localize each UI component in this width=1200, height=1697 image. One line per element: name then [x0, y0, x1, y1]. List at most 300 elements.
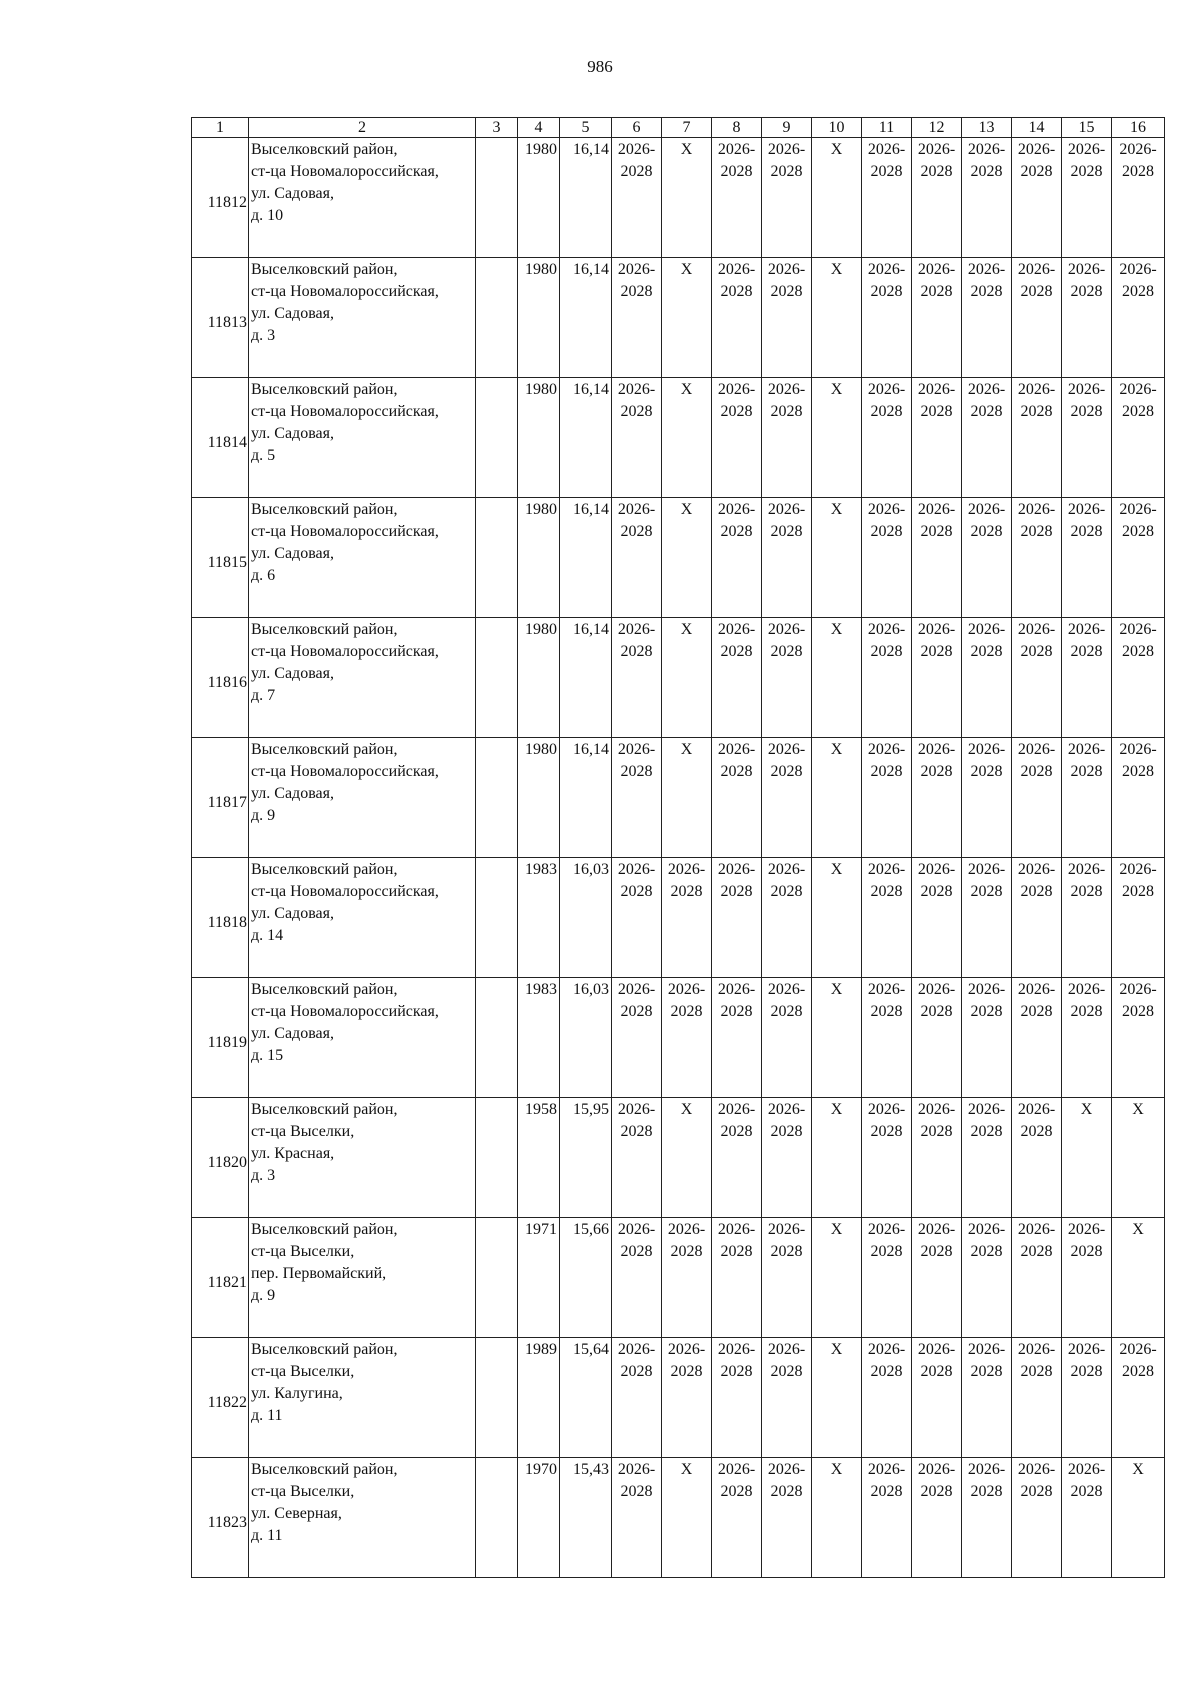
period-start: 2026- [1119, 261, 1157, 278]
record-number: 11821 [192, 1218, 249, 1338]
page-number: 986 [587, 57, 613, 76]
period-end: 2028 [870, 1483, 903, 1500]
period-start: 2026- [867, 141, 906, 158]
period-end: 2028 [870, 283, 903, 300]
period-end: 2028 [1020, 163, 1053, 180]
period-end: 2028 [720, 1003, 753, 1020]
period-cell [1012, 978, 1062, 1098]
period-start: 2026- [1067, 741, 1106, 758]
address-line: д. 7 [251, 687, 276, 704]
period-value: X [1132, 1221, 1144, 1238]
period-value: X [1080, 1101, 1093, 1118]
period-start: 2026- [867, 381, 906, 398]
period-cell [862, 498, 912, 618]
period-end: 2028 [1020, 1483, 1053, 1500]
period-start: 2026- [917, 621, 956, 638]
period-cell [662, 618, 712, 738]
period-cell [1112, 258, 1165, 378]
address-line: д. 11 [251, 1527, 283, 1544]
period-end: 2028 [1020, 763, 1053, 780]
period-start: 2026- [617, 381, 656, 398]
address-line: ул. Калугина, [251, 1385, 343, 1402]
period-cell [662, 1458, 712, 1578]
period-cell [812, 1338, 862, 1458]
address-line: Выселковский район, [251, 1221, 398, 1238]
period-cell [1062, 258, 1112, 378]
period-cell [662, 1338, 712, 1458]
column-header: 5 [560, 118, 612, 138]
period-end: 2028 [870, 523, 903, 540]
period-start: 2026- [667, 1221, 706, 1238]
period-start: 2026- [1017, 1101, 1056, 1118]
address-line: ст-ца Новомалороссийская, [251, 643, 439, 660]
period-start: 2026- [1067, 981, 1106, 998]
year-cell: 1983 [518, 858, 560, 978]
period-cell [762, 258, 812, 378]
period-end: 2028 [920, 1363, 953, 1380]
record-number: 11812 [192, 138, 249, 258]
value-cell: 15,43 [560, 1458, 612, 1578]
address-line: ул. Садовая, [251, 425, 334, 442]
period-start: 2026- [1017, 1221, 1056, 1238]
period-start: 2026- [767, 741, 806, 758]
address-line: д. 6 [251, 567, 276, 584]
period-end: 2028 [670, 1243, 703, 1260]
address-line: Выселковский район, [251, 1101, 398, 1118]
value-cell: 16,14 [560, 378, 612, 498]
period-cell [862, 978, 912, 1098]
period-end: 2028 [1122, 1363, 1154, 1380]
period-cell [662, 738, 712, 858]
period-cell [1012, 1338, 1062, 1458]
period-cell [712, 978, 762, 1098]
table-row [192, 498, 1165, 618]
period-start: 2026- [1119, 1341, 1157, 1358]
address-line: ул. Северная, [251, 1505, 342, 1522]
period-end: 2028 [770, 523, 803, 540]
column-3-cell [476, 1338, 518, 1458]
period-start: 2026- [1067, 261, 1106, 278]
period-end: 2028 [770, 643, 803, 660]
period-end: 2028 [1020, 1363, 1053, 1380]
address-line: д. 14 [251, 927, 284, 944]
address-line: ул. Садовая, [251, 785, 334, 802]
period-start: 2026- [917, 141, 956, 158]
record-number: 11818 [192, 858, 249, 978]
period-cell [862, 858, 912, 978]
period-cell [962, 138, 1012, 258]
period-start: 2026- [767, 501, 806, 518]
period-start: 2026- [767, 1101, 806, 1118]
period-cell [962, 618, 1012, 738]
period-end: 2028 [770, 883, 803, 900]
period-value: X [830, 981, 843, 998]
period-cell [1062, 978, 1112, 1098]
period-start: 2026- [917, 261, 956, 278]
period-end: 2028 [1020, 1243, 1053, 1260]
column-header: 2 [249, 118, 476, 138]
period-start: 2026- [1119, 981, 1157, 998]
period-cell [762, 378, 812, 498]
period-cell [662, 378, 712, 498]
period-end: 2028 [970, 403, 1003, 420]
period-start: 2026- [617, 1341, 656, 1358]
period-end: 2028 [970, 1363, 1003, 1380]
address-line: Выселковский район, [251, 981, 398, 998]
period-cell [612, 858, 662, 978]
period-start: 2026- [767, 261, 806, 278]
value-cell: 16,14 [560, 498, 612, 618]
period-end: 2028 [870, 883, 903, 900]
period-start: 2026- [967, 1341, 1006, 1358]
address-cell [249, 1338, 476, 1458]
period-cell [712, 1098, 762, 1218]
period-end: 2028 [970, 163, 1003, 180]
period-cell [812, 498, 862, 618]
period-start: 2026- [867, 1221, 906, 1238]
period-start: 2026- [967, 1221, 1006, 1238]
period-cell [962, 498, 1012, 618]
address-line: Выселковский район, [251, 861, 398, 878]
period-end: 2028 [720, 163, 753, 180]
period-value: X [830, 861, 843, 878]
period-cell [762, 1098, 812, 1218]
period-end: 2028 [620, 1363, 653, 1380]
period-cell [962, 1218, 1012, 1338]
address-cell [249, 978, 476, 1098]
year-cell: 1980 [518, 138, 560, 258]
year-cell: 1980 [518, 498, 560, 618]
period-value: X [830, 261, 843, 278]
address-line: ст-ца Новомалороссийская, [251, 523, 439, 540]
period-end: 2028 [1070, 523, 1103, 540]
period-cell [1112, 1338, 1165, 1458]
column-header: 15 [1062, 118, 1112, 138]
period-value: X [680, 141, 693, 158]
period-value: X [830, 1461, 843, 1478]
period-end: 2028 [870, 1243, 903, 1260]
period-cell [812, 1458, 862, 1578]
period-end: 2028 [920, 763, 953, 780]
period-cell [1012, 738, 1062, 858]
period-start: 2026- [967, 501, 1006, 518]
period-start: 2026- [1017, 981, 1056, 998]
period-cell [1012, 1218, 1062, 1338]
table-row [192, 738, 1165, 858]
period-start: 2026- [1017, 621, 1056, 638]
period-end: 2028 [970, 883, 1003, 900]
period-end: 2028 [620, 1123, 653, 1140]
period-cell [612, 1338, 662, 1458]
column-3-cell [476, 738, 518, 858]
period-start: 2026- [917, 1101, 956, 1118]
record-number: 11823 [192, 1458, 249, 1578]
period-cell [912, 858, 962, 978]
address-cell [249, 738, 476, 858]
period-start: 2026- [767, 981, 806, 998]
period-cell [1062, 378, 1112, 498]
year-cell: 1971 [518, 1218, 560, 1338]
column-3-cell [476, 258, 518, 378]
period-end: 2028 [1020, 283, 1053, 300]
value-cell: 15,95 [560, 1098, 612, 1218]
period-end: 2028 [1070, 1363, 1103, 1380]
period-cell [1012, 1458, 1062, 1578]
address-line: д. 9 [251, 807, 276, 824]
period-end: 2028 [620, 523, 653, 540]
address-line: Выселковский район, [251, 381, 398, 398]
period-value: X [680, 381, 693, 398]
period-cell [1012, 498, 1062, 618]
period-end: 2028 [920, 1003, 953, 1020]
period-cell [1012, 138, 1062, 258]
period-cell [812, 258, 862, 378]
period-start: 2026- [867, 741, 906, 758]
period-cell [812, 738, 862, 858]
address-cell [249, 858, 476, 978]
period-end: 2028 [720, 1123, 753, 1140]
period-cell [612, 138, 662, 258]
period-end: 2028 [770, 1363, 803, 1380]
period-cell [812, 978, 862, 1098]
period-cell [862, 1458, 912, 1578]
period-start: 2026- [1119, 141, 1157, 158]
table-body [192, 138, 1165, 1578]
period-end: 2028 [1070, 283, 1103, 300]
period-end: 2028 [620, 163, 653, 180]
period-cell [712, 1338, 762, 1458]
period-start: 2026- [717, 1221, 756, 1238]
column-3-cell [476, 1218, 518, 1338]
period-end: 2028 [620, 1483, 653, 1500]
period-cell [612, 618, 662, 738]
address-line: ст-ца Выселки, [251, 1483, 355, 1500]
period-value: X [830, 141, 843, 158]
period-start: 2026- [717, 981, 756, 998]
address-line: Выселковский район, [251, 1341, 398, 1358]
period-cell [1012, 258, 1062, 378]
period-end: 2028 [1020, 1123, 1053, 1140]
column-3-cell [476, 378, 518, 498]
period-cell [712, 258, 762, 378]
period-cell [712, 498, 762, 618]
housing-schedule-table [191, 117, 1165, 1578]
record-number: 11813 [192, 258, 249, 378]
address-line: д. 11 [251, 1407, 283, 1424]
period-start: 2026- [1067, 501, 1106, 518]
period-start: 2026- [767, 141, 806, 158]
period-start: 2026- [767, 381, 806, 398]
period-cell [612, 378, 662, 498]
period-start: 2026- [617, 1221, 656, 1238]
period-end: 2028 [920, 163, 953, 180]
period-end: 2028 [920, 283, 953, 300]
period-cell [912, 738, 962, 858]
period-cell [662, 858, 712, 978]
address-line: д. 3 [251, 327, 276, 344]
column-header: 13 [962, 118, 1012, 138]
period-start: 2026- [1017, 741, 1056, 758]
period-cell [812, 378, 862, 498]
period-value: X [830, 1101, 843, 1118]
period-start: 2026- [717, 141, 756, 158]
column-header: 11 [862, 118, 912, 138]
year-cell: 1989 [518, 1338, 560, 1458]
address-line: ст-ца Новомалороссийская, [251, 283, 439, 300]
period-start: 2026- [967, 381, 1006, 398]
period-start: 2026- [867, 1461, 906, 1478]
period-cell [712, 738, 762, 858]
period-start: 2026- [867, 621, 906, 638]
period-cell [912, 1098, 962, 1218]
period-cell [912, 618, 962, 738]
period-end: 2028 [970, 283, 1003, 300]
period-cell [862, 138, 912, 258]
period-start: 2026- [717, 861, 756, 878]
period-start: 2026- [667, 861, 706, 878]
period-value: X [830, 501, 843, 518]
period-start: 2026- [1119, 741, 1157, 758]
period-end: 2028 [970, 763, 1003, 780]
period-cell [662, 1218, 712, 1338]
table-row [192, 618, 1165, 738]
column-header: 12 [912, 118, 962, 138]
period-cell [662, 258, 712, 378]
column-number-header-row [192, 118, 1165, 138]
period-end: 2028 [620, 1243, 653, 1260]
period-end: 2028 [1070, 643, 1103, 660]
address-cell [249, 1098, 476, 1218]
period-end: 2028 [720, 643, 753, 660]
column-3-cell [476, 1458, 518, 1578]
period-end: 2028 [720, 1483, 753, 1500]
address-line: ул. Красная, [251, 1145, 335, 1162]
period-cell [962, 1458, 1012, 1578]
column-header: 1 [192, 118, 249, 138]
period-cell [912, 138, 962, 258]
period-start: 2026- [917, 741, 956, 758]
period-end: 2028 [670, 883, 703, 900]
period-start: 2026- [667, 1341, 706, 1358]
period-cell [612, 978, 662, 1098]
period-end: 2028 [1122, 403, 1154, 420]
period-start: 2026- [617, 1101, 656, 1118]
period-value: X [1132, 1461, 1144, 1478]
period-end: 2028 [870, 1363, 903, 1380]
period-end: 2028 [1122, 643, 1154, 660]
period-cell [862, 1218, 912, 1338]
period-start: 2026- [1067, 141, 1106, 158]
period-start: 2026- [1067, 1221, 1106, 1238]
address-line: Выселковский район, [251, 141, 398, 158]
column-header: 8 [712, 118, 762, 138]
period-end: 2028 [870, 643, 903, 660]
period-start: 2026- [767, 621, 806, 638]
period-start: 2026- [1017, 261, 1056, 278]
period-cell [762, 738, 812, 858]
period-end: 2028 [1070, 163, 1103, 180]
period-cell [862, 1098, 912, 1218]
address-line: д. 15 [251, 1047, 284, 1064]
column-header: 10 [812, 118, 862, 138]
table-row [192, 138, 1165, 258]
column-3-cell [476, 858, 518, 978]
period-cell [1062, 738, 1112, 858]
record-number: 11820 [192, 1098, 249, 1218]
period-cell [1112, 138, 1165, 258]
column-header: 4 [518, 118, 560, 138]
address-line: ст-ца Новомалороссийская, [251, 163, 439, 180]
period-cell [1112, 1458, 1165, 1578]
period-cell [912, 1218, 962, 1338]
period-cell [762, 138, 812, 258]
period-end: 2028 [970, 1003, 1003, 1020]
period-end: 2028 [970, 643, 1003, 660]
period-value: X [680, 1101, 693, 1118]
period-cell [712, 138, 762, 258]
column-header: 16 [1112, 118, 1165, 138]
period-cell [612, 738, 662, 858]
address-line: ул. Садовая, [251, 665, 334, 682]
period-cell [612, 1458, 662, 1578]
value-cell: 16,14 [560, 138, 612, 258]
period-cell [762, 1218, 812, 1338]
period-end: 2028 [670, 1363, 703, 1380]
value-cell: 16,14 [560, 738, 612, 858]
table-row [192, 258, 1165, 378]
period-start: 2026- [917, 1221, 956, 1238]
period-cell [1112, 1218, 1165, 1338]
period-start: 2026- [1067, 1341, 1106, 1358]
period-end: 2028 [870, 763, 903, 780]
period-end: 2028 [1122, 883, 1154, 900]
address-line: ст-ца Новомалороссийская, [251, 763, 439, 780]
address-cell [249, 378, 476, 498]
address-line: пер. Первомайский, [251, 1265, 387, 1282]
period-cell [712, 378, 762, 498]
period-cell [1112, 1098, 1165, 1218]
column-header: 9 [762, 118, 812, 138]
period-cell [662, 138, 712, 258]
period-end: 2028 [920, 1123, 953, 1140]
period-cell [1062, 1098, 1112, 1218]
period-start: 2026- [967, 621, 1006, 638]
address-line: ст-ца Выселки, [251, 1243, 355, 1260]
column-header: 3 [476, 118, 518, 138]
period-cell [1012, 618, 1062, 738]
column-header: 6 [612, 118, 662, 138]
period-end: 2028 [870, 403, 903, 420]
period-start: 2026- [867, 861, 906, 878]
period-start: 2026- [1119, 621, 1157, 638]
period-end: 2028 [720, 1363, 753, 1380]
period-end: 2028 [970, 1483, 1003, 1500]
period-cell [712, 1218, 762, 1338]
period-cell [962, 858, 1012, 978]
year-cell: 1980 [518, 258, 560, 378]
period-start: 2026- [767, 1221, 806, 1238]
period-cell [812, 858, 862, 978]
period-start: 2026- [867, 261, 906, 278]
period-end: 2028 [770, 1483, 803, 1500]
period-value: X [680, 261, 693, 278]
period-end: 2028 [620, 883, 653, 900]
period-start: 2026- [867, 981, 906, 998]
period-end: 2028 [1122, 283, 1154, 300]
period-end: 2028 [920, 1483, 953, 1500]
period-cell [762, 858, 812, 978]
period-cell [1062, 1218, 1112, 1338]
